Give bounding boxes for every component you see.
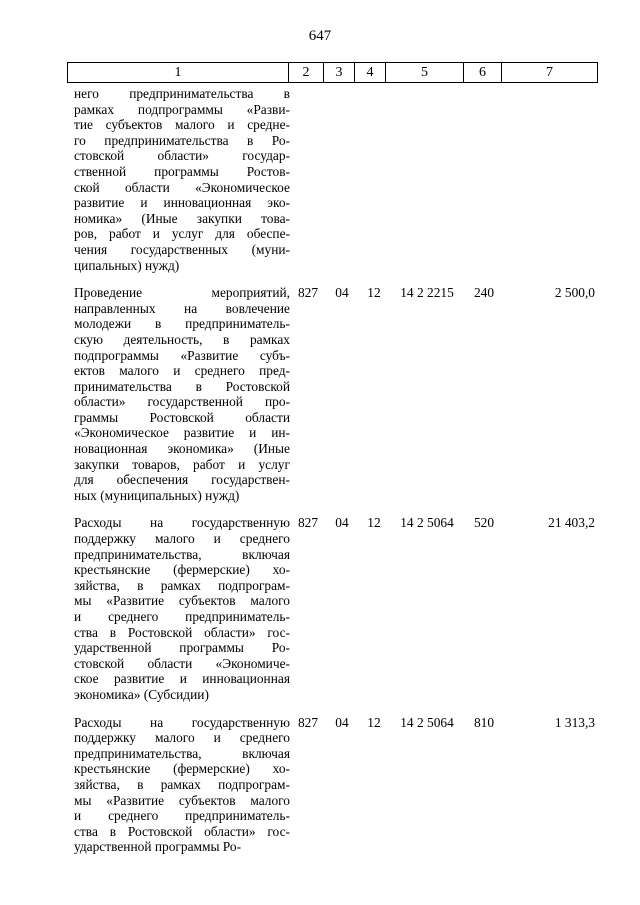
header-col-5: 5 [386,63,464,83]
table-row [67,715,600,855]
description-line: поддержку малого и среднего [74,531,290,547]
description-line: ства в Ростовской области» гос- [74,624,290,640]
description-line: ров, работ и услуг для обеспе- [74,226,290,242]
cell-c5: 14 2 2215 [400,285,454,301]
table-body [67,86,600,867]
description-line: номика» (Иные закупки това- [74,210,290,226]
description-line: ское развитие и инновационная [74,671,290,687]
description-line: стовской области» государ- [74,148,290,164]
row-description [67,515,290,702]
description-line: Расходы на государственную [74,515,290,531]
cell-c3: 04 [335,285,349,301]
row-description [67,715,290,855]
description-line: стовской области «Экономиче- [74,655,290,671]
description-line: предпринимательства, включая [74,546,290,562]
description-line: Проведение мероприятий, [74,285,290,301]
description-line: мы «Развитие субъектов малого [74,593,290,609]
cell-c3: 04 [335,515,349,531]
cell-c2: 827 [297,515,319,531]
header-col-7: 7 [502,63,598,83]
description-line: развитие и инновационная эко- [74,195,290,211]
cell-c2: 827 [297,714,319,730]
description-line: ской области «Экономическое [74,179,290,195]
cell-c6: 240 [473,285,495,301]
description-line: ственной программы Ростов- [74,163,290,179]
row-description [67,86,290,273]
description-line: новационная экономика» (Иные [74,441,290,457]
description-line: ства в Ростовской области» гос- [74,823,290,839]
description-line: направленных на вовлечение [74,300,290,316]
description-line: ципальных) нужд) [74,257,180,273]
cell-c7: 21 403,2 [548,515,595,531]
description-line: скую деятельность, в рамках [74,331,290,347]
cell-c3: 04 [335,714,349,730]
description-line: крестьянские (фермерские) хо- [74,761,290,777]
description-line: ударственной программы Ро- [74,839,242,855]
description-line: поддержку малого и среднего [74,730,290,746]
cell-c7: 2 500,0 [554,285,595,301]
page-number: 647 [308,28,332,44]
description-line: граммы Ростовской области [74,409,290,425]
description-line: чения государственных (муни- [74,241,290,257]
table-header [67,62,598,83]
cell-c4: 12 [367,515,381,531]
cell-c6: 520 [473,515,495,531]
description-line: молодежи в предприниматель- [74,316,290,332]
description-line: для обеспечения государствен- [74,472,290,488]
table-row [67,515,600,702]
description-line: экономика» (Субсидии) [74,686,209,702]
cell-c6: 810 [473,714,495,730]
description-line: рамках подпрограммы «Разви- [74,101,290,117]
header-col-3: 3 [324,63,355,83]
description-line: го предпринимательства в Ро- [74,132,290,148]
cell-c4: 12 [367,285,381,301]
description-line: закупки товаров, работ и услуг [74,456,290,472]
description-line: подпрограммы «Развитие субъ- [74,347,290,363]
cell-c7: 1 313,3 [554,714,595,730]
description-line: Расходы на государственную [74,714,290,730]
description-line: крестьянские (фермерские) хо- [74,562,290,578]
description-line: «Экономическое развитие и ин- [74,425,290,441]
description-line: ных (муниципальных) нужд) [74,487,240,503]
cell-c5: 14 2 5064 [400,714,454,730]
header-col-1: 1 [68,63,289,83]
cell-c2: 827 [297,285,319,301]
cell-c4: 12 [367,714,381,730]
header-col-6: 6 [464,63,502,83]
description-line: ектов малого и среднего пред- [74,363,290,379]
description-line: зяйства, в рамках подпрограм- [74,577,290,593]
description-line: тие субъектов малого и средне- [74,117,290,133]
description-line: и среднего предприниматель- [74,808,290,824]
cell-c5: 14 2 5064 [400,515,454,531]
description-line: зяйства, в рамках подпрограм- [74,776,290,792]
table-row [67,285,600,503]
description-line: принимательства в Ростовской [74,378,290,394]
description-line: него предпринимательства в [74,86,290,101]
description-line: области» государственной про- [74,394,290,410]
description-line: ударственной программы Ро- [74,640,290,656]
header-col-2: 2 [289,63,324,83]
description-line: мы «Развитие субъектов малого [74,792,290,808]
description-line: предпринимательства, включая [74,745,290,761]
description-line: и среднего предприниматель- [74,609,290,624]
row-description [67,285,290,503]
header-col-4: 4 [355,63,386,83]
table-row [67,86,600,273]
